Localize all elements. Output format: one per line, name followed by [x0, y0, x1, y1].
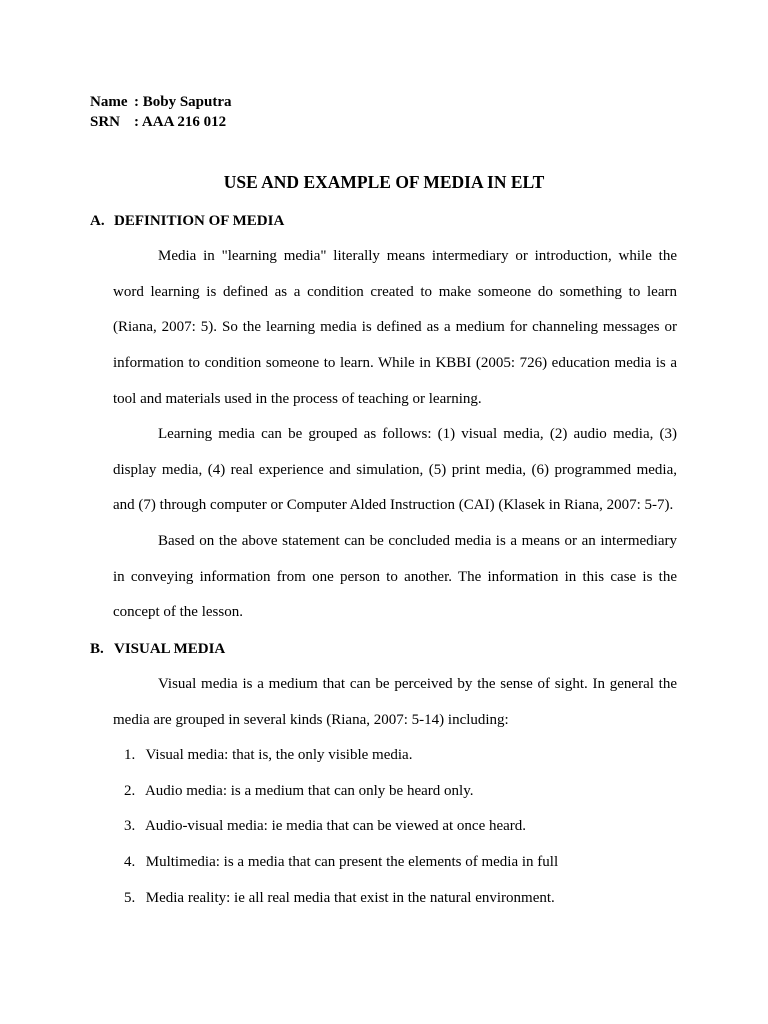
list-item-number: 4. [124, 854, 136, 871]
section-a-title: DEFINITION OF MEDIA [114, 213, 285, 229]
srn-value: : AAA 216 012 [134, 114, 227, 130]
name-label: Name [90, 94, 128, 110]
section-b-letter: B. [90, 641, 104, 657]
list-item-text: Multimedia: is a media that can present the elements of media in full [145, 854, 559, 871]
list-item-text: Media reality: ie all real media that exist in the natural environment. [145, 889, 555, 906]
list-item [124, 738, 558, 774]
list-item-text: Visual media: that is, the only visible media. [145, 747, 413, 763]
list-item [124, 809, 558, 845]
list-item [124, 774, 558, 810]
name-value: : Boby Saputra [134, 94, 232, 110]
section-a-letter: A. [90, 213, 105, 229]
list-item-text: Audio media: is a medium that can only be heard only. [144, 782, 474, 799]
section-b-heading [90, 640, 225, 658]
paragraph-grouping: Learning media can be grouped as follows: (1) visual media, (2) audio media, (3) display media, (4) real experience and simulation, (5) print media, (6) programmed media, and (7) through computer or Computer Alded Instruction (CAI) (Klasek in Riana, 2007: 5-7). [113, 426, 677, 514]
list-item-number: 2. [124, 782, 136, 799]
list-item-number: 1. [124, 747, 136, 763]
section-a-heading [90, 212, 284, 230]
media-types-list [124, 738, 558, 917]
document-title: USE AND EXAMPLE OF MEDIA IN ELT [223, 172, 545, 192]
list-item [124, 881, 558, 917]
list-item-number: 3. [124, 818, 136, 835]
paragraph-definition: Media in "learning media" literally means intermediary or introduction, while the word learning is defined as a condition created to make someone do something to learn (Riana, 2007: 5). So the learning media is defined as a medium for channeling messages or information to condition someone to learn. While in KBBI (2005: 726) education media is a tool and materials used in the process of teaching or learning. [113, 248, 677, 407]
section-b-title: VISUAL MEDIA [114, 641, 226, 657]
student-srn-line [90, 113, 226, 131]
paragraph-conclusion: Based on the above statement can be concluded media is a means or an intermediary in conveying information from one person to another. The information in this case is the concept of the lesson. [113, 533, 677, 621]
list-item [124, 845, 558, 881]
paragraph-visual-media: Visual media is a medium that can be perceived by the sense of sight. In general the media are grouped in several kinds (Riana, 2007: 5-14) including: [113, 676, 677, 728]
list-item-number: 5. [124, 889, 136, 906]
srn-label: SRN [90, 114, 121, 130]
student-name-line [90, 93, 232, 111]
list-item-text: Audio-visual media: ie media that can be viewed at once heard. [144, 818, 527, 835]
